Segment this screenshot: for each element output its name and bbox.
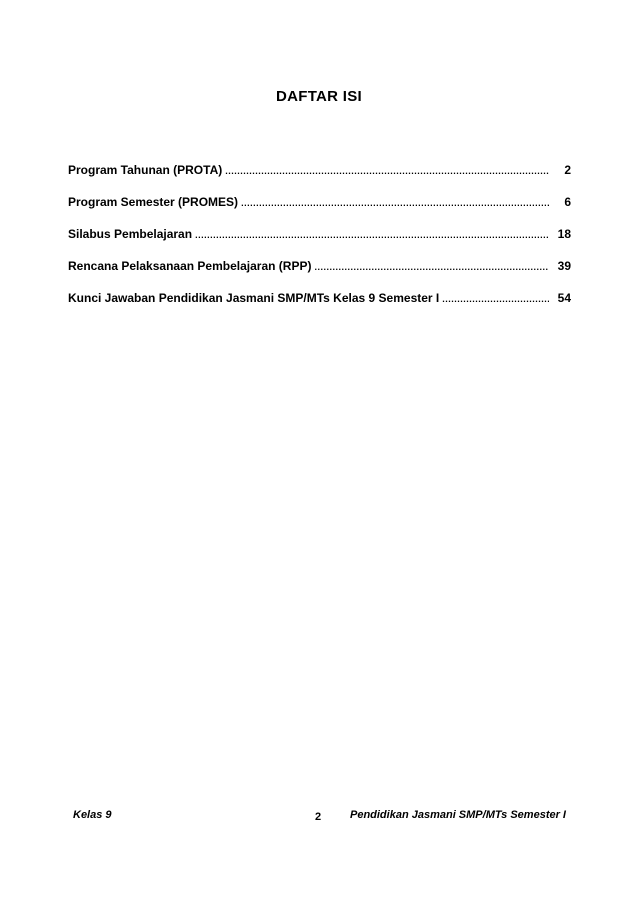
toc-entry-prota[interactable] [68, 163, 571, 195]
page-title: DAFTAR ISI [275, 88, 363, 105]
dot-leader [241, 198, 549, 208]
toc-entry-label: Program Semester (PROMES) [68, 195, 239, 209]
dot-leader [195, 230, 549, 240]
toc-entry-label: Silabus Pembelajaran [68, 227, 193, 241]
toc-entry-page-number: 54 [557, 291, 571, 305]
toc-entry-rpp[interactable] [68, 259, 571, 291]
toc-entry-page-number: 18 [557, 227, 571, 241]
toc-entry-promes[interactable] [68, 195, 571, 227]
dot-leader [314, 262, 549, 272]
toc-entry-page-number: 6 [564, 195, 571, 209]
toc-entry-kunci-jawaban[interactable] [68, 291, 571, 323]
footer-book-title: Pendidikan Jasmani SMP/MTs Semester I [349, 809, 566, 821]
dot-leader [225, 166, 549, 176]
table-of-contents [68, 163, 571, 323]
toc-entry-label: Kunci Jawaban Pendidikan Jasmani SMP/MTs Kelas 9 Semester I [68, 291, 440, 305]
footer-class-label: Kelas 9 [73, 809, 112, 821]
toc-entry-page-number: 39 [557, 259, 571, 273]
toc-entry-label: Program Tahunan (PROTA) [68, 163, 223, 177]
dot-leader [442, 294, 549, 304]
toc-entry-silabus[interactable] [68, 227, 571, 259]
page-footer [70, 809, 566, 827]
footer-page-number: 2 [315, 811, 322, 823]
toc-entry-label: Rencana Pelaksanaan Pembelajaran (RPP) [68, 259, 312, 273]
toc-entry-page-number: 2 [564, 163, 571, 177]
